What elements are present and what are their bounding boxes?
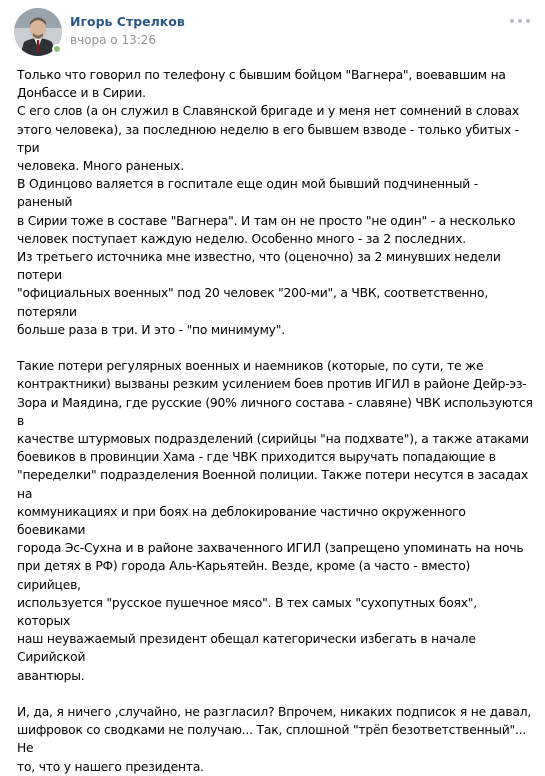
post-text-line: В Одинцово валяется в госпитале еще один мой бывший подчиненный - раненый: [17, 177, 478, 210]
post-text-line: С его слов (а он служил в Славянской бригаде и у меня нет сомнений в словах: [17, 104, 519, 119]
post-text-line: в Сирии тоже в составе "Вагнера". И там он не просто "не один" - а несколько: [17, 213, 516, 228]
post-text-line: человек поступает каждую неделю. Особенно много - за 2 последних.: [17, 231, 467, 246]
post-text-line: "официальных военных" под 20 человек "200-ми", а ЧВК, соответственно, потеряли: [17, 286, 489, 319]
post-text-line: наш неуважаемый президент обещал категорически избегать в начале Сирийской: [17, 632, 476, 665]
post-text-line: этого человека), за последнюю неделю в его бывшем взводе - только убитых - три: [17, 122, 519, 155]
post-text-line: боевиков в провинции Хама - где ЧВК приходится выручать попадающие в: [17, 450, 496, 465]
post-text-line: Донбассе и в Сирии.: [17, 86, 146, 101]
paragraph-spacer: [17, 685, 533, 703]
post-text-line: коммуникациях и при боях на деблокирование частично окруженного боевиками: [17, 504, 466, 538]
post-text-line: Из третьего источника мне известно, что (оценочно) за 2 минувших недели потери: [17, 250, 501, 283]
post-timestamp[interactable]: вчора о 13:26: [70, 33, 157, 47]
more-options-icon[interactable]: [509, 14, 531, 28]
post-text: [17, 66, 533, 776]
post-text-line: при детях в РФ) города Аль-Карьятейн. Везде, кроме (а часто - вместо) сирийцев,: [17, 559, 471, 592]
post-text-line: "переделки" подразделения Военной полиции. Также потери несутся в засадах на: [17, 468, 529, 501]
post-text-line: человека. Много раненых.: [17, 159, 184, 174]
post-text-line: Зора и Маядина, где русские (90% личного состава - славяне) ЧВК используются в: [17, 395, 533, 428]
post-text-line: авантюры.: [17, 668, 85, 683]
author-name[interactable]: Игорь Стрелков: [70, 14, 185, 29]
post-text-line: шифровок со сводками не получаю... Так, сплошной "трёп безответственный"... Не: [17, 723, 527, 756]
post-text-line: Такие потери регулярных военных и наемников (которые, по сути, те же: [17, 359, 484, 374]
post-header: [14, 8, 531, 56]
post-text-line: Только что говорил по телефону с бывшим бойцом "Вагнера", воевавшим на: [17, 68, 506, 82]
post-text-line: И, да, я ничего ,случайно, не разгласил? Впрочем, никаких подписок я не давал,: [17, 705, 532, 720]
post-text-line: используется "русское пушечное мясо". В тех самых "сухопутных боях", которых: [17, 595, 477, 629]
post-text-line: города Эс-Сухна и в районе захваченного ИГИЛ (запрещено упоминать на ночь: [17, 541, 524, 556]
post-text-line: контрактники) вызваны резким усилением боев против ИГИЛ в районе Дейр-эз-: [17, 377, 527, 392]
post-text-line: больше раза в три. И это - "по минимуму".: [17, 322, 285, 337]
paragraph-spacer: [17, 339, 533, 357]
post-text-line: то, что у нашего президента.: [17, 759, 204, 774]
post-text-line: качестве штурмовых подразделений (сирийцы "на подхвате"), а также атаками: [17, 432, 529, 447]
online-indicator: [52, 44, 62, 54]
